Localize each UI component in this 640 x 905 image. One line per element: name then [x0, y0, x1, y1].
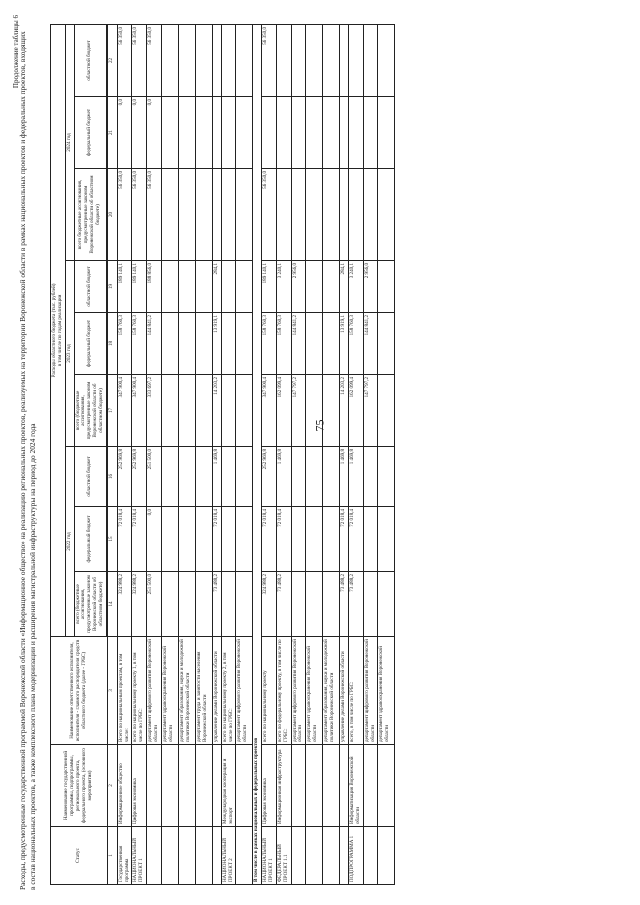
cell-value	[178, 313, 195, 375]
header-2022-fed: федеральный бюджет	[74, 507, 106, 572]
cell-executor: департамент цифрового развития Воронежской области	[363, 637, 378, 745]
cell-value	[363, 169, 378, 261]
cell-value	[291, 24, 306, 96]
cell-name: Цифровая экономика	[262, 745, 277, 827]
cell-value	[195, 313, 212, 375]
cell-status	[178, 827, 195, 885]
cell-value: 347 900,4	[132, 375, 147, 447]
cell-executor: департамент труда и занятости населения Воронежской области	[195, 637, 212, 745]
cell-value	[195, 572, 212, 637]
cell-value: 284,1	[340, 261, 349, 313]
cell-executor: всего по национальному проекту 1, в том числе по ГРБС:	[132, 637, 147, 745]
cell-value	[161, 169, 178, 261]
cell-value	[161, 97, 178, 169]
cell-value: 56 350,0	[132, 24, 147, 96]
cell-value: 144 841,2	[291, 313, 306, 375]
cell-executor: Всего по национальным проектам, в том числе:	[117, 637, 132, 745]
cell-value	[178, 375, 195, 447]
cell-status	[363, 827, 378, 885]
table-row	[306, 24, 323, 884]
cell-name	[323, 745, 340, 827]
cell-value	[221, 375, 236, 447]
cell-value: 252 969,8	[262, 447, 277, 507]
cell-value: 324 988,2	[117, 572, 132, 637]
cell-value	[378, 507, 395, 572]
cell-value	[262, 97, 277, 169]
cell-value: 324 988,2	[132, 572, 147, 637]
column-number-row	[107, 24, 117, 884]
cell-value	[340, 24, 349, 96]
cell-value	[195, 507, 212, 572]
cell-value	[378, 447, 395, 507]
cell-value: 188 856,0	[147, 261, 162, 313]
cell-value	[276, 24, 291, 96]
cell-value: 162 099,4	[349, 375, 364, 447]
cell-value	[161, 261, 178, 313]
cell-value	[236, 261, 253, 313]
cell-name: Цифровая экономика	[132, 745, 147, 827]
cell-value	[161, 572, 178, 637]
cell-value	[236, 447, 253, 507]
cell-executor: департамент цифрового развития Воронежской области	[147, 637, 162, 745]
table-row	[221, 24, 236, 884]
cell-value: 1 469,8	[276, 447, 291, 507]
table-row	[291, 24, 306, 884]
cell-value	[195, 375, 212, 447]
cell-status: Государственная программа	[117, 827, 132, 885]
cell-value	[291, 507, 306, 572]
cell-value	[221, 169, 236, 261]
cell-value: 158 760,3	[132, 313, 147, 375]
cell-value	[306, 375, 323, 447]
cell-value: 251 500,0	[147, 572, 162, 637]
cell-status	[161, 827, 178, 885]
cell-executor: управление делами Воронежской области	[212, 637, 221, 745]
cell-value: 252 969,8	[117, 447, 132, 507]
table-row	[195, 24, 212, 884]
cell-value	[291, 447, 306, 507]
cell-value: 189 140,1	[117, 261, 132, 313]
cell-value: 158 760,3	[349, 313, 364, 375]
cell-value	[236, 169, 253, 261]
header-year-2024: 2024 год	[65, 24, 74, 260]
cell-value: 72 018,4	[276, 507, 291, 572]
cell-value	[306, 447, 323, 507]
cell-executor: всего по национальному проекту	[262, 637, 277, 745]
cell-value	[378, 261, 395, 313]
cell-executor: всего, в том числе по ГРБС:	[349, 637, 364, 745]
cell-value	[161, 507, 178, 572]
cell-status: ПОДПРОГРАММА 1	[349, 827, 364, 885]
page-number: 75	[312, 419, 327, 432]
cell-value	[378, 169, 395, 261]
cell-value	[363, 97, 378, 169]
cell-value	[323, 261, 340, 313]
cell-value: 189 140,1	[262, 261, 277, 313]
cell-value: 72 018,4	[117, 507, 132, 572]
cell-name: Информатизация Воронежской области	[349, 745, 364, 827]
cell-value	[323, 507, 340, 572]
table-row	[262, 24, 277, 884]
cell-value	[276, 169, 291, 261]
header-2023-fed: федеральный бюджет	[74, 313, 106, 375]
table-row	[276, 24, 291, 884]
cell-value: 73 488,2	[340, 572, 349, 637]
cell-name	[306, 745, 323, 827]
cell-executor: департамент здравоохранения Воронежской области	[378, 637, 395, 745]
column-number: 2	[107, 745, 117, 827]
cell-value: 13 919,1	[340, 313, 349, 375]
cell-value	[349, 97, 364, 169]
cell-status: ФЕДЕРАЛЬНЫЙ ПРОЕКТ 1.1	[276, 827, 291, 885]
table-body	[107, 24, 395, 884]
cell-value	[236, 572, 253, 637]
cell-value: 2 956,0	[363, 261, 378, 313]
cell-value	[363, 507, 378, 572]
header-expenses	[51, 24, 66, 636]
cell-status: НАЦИОНАЛЬНЫЙ ПРОЕКТ 1	[132, 827, 147, 885]
cell-value	[212, 97, 221, 169]
table-row	[178, 24, 195, 884]
header-year-2023: 2023 год	[65, 261, 74, 447]
cell-status	[236, 827, 253, 885]
cell-value	[178, 169, 195, 261]
column-number: 17	[107, 375, 117, 447]
cell-name	[161, 745, 178, 827]
cell-value: 158 760,3	[276, 313, 291, 375]
column-number: 3	[107, 637, 117, 745]
cell-value: 56 350,0	[132, 169, 147, 261]
cell-value: 73 488,2	[276, 572, 291, 637]
column-number: 22	[107, 24, 117, 96]
cell-name	[178, 745, 195, 827]
document-title: Расходы, предусмотренные государственной программой Воронежской области «Информационное общество» на реализацию региональных проектов, реализуемых на территории Воронежской области в рамках национальных проектов и федеральных проектов, входящих в состав национальных проектов, а также комплексного плана модернизации и расширения магистральной инфраструктуры на период до 2024 года	[18, 31, 37, 890]
cell-value: 3 240,1	[276, 261, 291, 313]
cell-value	[291, 169, 306, 261]
cell-status	[323, 827, 340, 885]
cell-value: 147 797,2	[363, 375, 378, 447]
continuation-label: Продолжение таблицы 6	[12, 15, 20, 89]
cell-value	[221, 313, 236, 375]
cell-value: 324 988,2	[262, 572, 277, 637]
cell-value	[178, 261, 195, 313]
cell-value	[178, 447, 195, 507]
column-number: 14	[107, 572, 117, 637]
cell-value: 72 018,4	[132, 507, 147, 572]
cell-value: 1 469,8	[212, 447, 221, 507]
cell-status	[212, 827, 221, 885]
header-2024-fed: федеральный бюджет	[74, 97, 106, 169]
cell-value	[378, 24, 395, 96]
table-row	[212, 24, 221, 884]
cell-value	[221, 24, 236, 96]
cell-value	[195, 261, 212, 313]
cell-value	[363, 447, 378, 507]
cell-name	[147, 745, 162, 827]
table-row	[378, 24, 395, 884]
cell-executor: департамент здравоохранения Воронежской области	[161, 637, 178, 745]
cell-name	[195, 745, 212, 827]
budget-table	[50, 24, 395, 885]
cell-value	[378, 97, 395, 169]
cell-value	[323, 375, 340, 447]
cell-value: 72 018,4	[340, 507, 349, 572]
column-number: 16	[107, 447, 117, 507]
cell-value	[161, 313, 178, 375]
cell-value	[323, 169, 340, 261]
cell-value: 251 500,0	[147, 447, 162, 507]
cell-value	[221, 507, 236, 572]
cell-value	[236, 24, 253, 96]
cell-value	[349, 24, 364, 96]
cell-value	[178, 24, 195, 96]
cell-value	[161, 24, 178, 96]
cell-value: 347 900,4	[117, 375, 132, 447]
cell-value	[291, 572, 306, 637]
cell-value	[340, 169, 349, 261]
cell-status: НАЦИОНАЛЬНЫЙ ПРОЕКТ 2	[221, 827, 236, 885]
cell-value: 333 697,2	[147, 375, 162, 447]
cell-value	[306, 97, 323, 169]
table-row	[147, 24, 162, 884]
cell-status	[378, 827, 395, 885]
header-incl-label: в том числе по годам реализации	[56, 294, 63, 367]
cell-executor: департамент здравоохранения Воронежской области	[306, 637, 323, 745]
cell-value	[195, 169, 212, 261]
header-2024-reg: областной бюджет	[74, 24, 106, 96]
header-year-2022: 2022 год	[65, 447, 74, 637]
cell-value: 144 841,2	[147, 313, 162, 375]
cell-value	[349, 169, 364, 261]
cell-value: 284,1	[212, 261, 221, 313]
cell-value: 73 488,2	[212, 572, 221, 637]
cell-value	[178, 507, 195, 572]
cell-value	[323, 24, 340, 96]
cell-value	[212, 24, 221, 96]
cell-value: 158 760,3	[262, 313, 277, 375]
cell-value	[236, 313, 253, 375]
cell-name	[236, 745, 253, 827]
cell-value	[323, 97, 340, 169]
cell-value	[195, 447, 212, 507]
cell-value	[291, 97, 306, 169]
cell-status	[147, 827, 162, 885]
header-2023-reg: областной бюджет	[74, 261, 106, 313]
cell-value: 158 760,3	[117, 313, 132, 375]
cell-value: 147 797,2	[291, 375, 306, 447]
cell-value: 72 018,4	[262, 507, 277, 572]
column-number: 1	[107, 827, 117, 885]
table-row	[363, 24, 378, 884]
cell-value: 189 140,1	[132, 261, 147, 313]
cell-executor: управление делами Воронежской области	[340, 637, 349, 745]
header-2022-reg: областной бюджет	[74, 447, 106, 507]
column-number: 18	[107, 313, 117, 375]
column-number: 19	[107, 261, 117, 313]
cell-value	[178, 97, 195, 169]
cell-value	[363, 24, 378, 96]
header-expenses-label: Расходы областного бюджета (тыс. рублей)	[51, 283, 57, 378]
cell-value: 144 841,2	[363, 313, 378, 375]
header-status: Статус	[51, 827, 108, 885]
cell-value	[306, 169, 323, 261]
cell-value: 14 203,2	[212, 375, 221, 447]
table-row	[349, 24, 364, 884]
cell-executor: департамент цифрового развития Воронежской области	[236, 637, 253, 745]
column-number: 20	[107, 169, 117, 261]
cell-value	[363, 572, 378, 637]
cell-value: 0,0	[132, 97, 147, 169]
cell-value: 72 018,4	[212, 507, 221, 572]
cell-value	[323, 447, 340, 507]
cell-value: 2 956,0	[291, 261, 306, 313]
cell-value: 1 469,8	[340, 447, 349, 507]
cell-value	[340, 97, 349, 169]
cell-executor: департамент образования, науки и молодежной политики Воронежской области	[323, 637, 340, 745]
cell-name: Информационное общество	[117, 745, 132, 827]
header-row-1	[51, 24, 66, 884]
section-label: В том числе в рамках национальных и федеральных проектов	[253, 24, 262, 884]
cell-name: Информационная инфраструктура	[276, 745, 291, 827]
cell-name	[340, 745, 349, 827]
cell-value	[323, 572, 340, 637]
cell-name	[378, 745, 395, 827]
cell-name: Международная кооперация и экспорт	[221, 745, 236, 827]
cell-value: 14 203,2	[340, 375, 349, 447]
cell-name	[291, 745, 306, 827]
table-row	[132, 24, 147, 884]
cell-value: 56 350,0	[262, 24, 277, 96]
cell-value	[378, 375, 395, 447]
cell-value	[221, 572, 236, 637]
cell-executor: всего по национальному проекту 2, в том числе по ГРБС:	[221, 637, 236, 745]
cell-value: 73 488,2	[349, 572, 364, 637]
table-row	[236, 24, 253, 884]
cell-value	[323, 313, 340, 375]
cell-value	[161, 447, 178, 507]
cell-status	[306, 827, 323, 885]
cell-value	[221, 261, 236, 313]
cell-value	[195, 97, 212, 169]
cell-value	[306, 261, 323, 313]
cell-value	[306, 313, 323, 375]
header-name: Наименование государственной программы, подпрограммы, регионального проекта, федерального проекта, (основного мероприятия)	[51, 745, 108, 827]
cell-status: НАЦИОНАЛЬНЫЙ ПРОЕКТ 1	[262, 827, 277, 885]
table-row	[117, 24, 132, 884]
cell-executor: департамент образования, науки и молодежной политики Воронежской области	[178, 637, 195, 745]
cell-value: 13 919,1	[212, 313, 221, 375]
cell-value	[161, 375, 178, 447]
cell-value: 56 350,0	[117, 24, 132, 96]
cell-value	[178, 572, 195, 637]
cell-status	[291, 827, 306, 885]
cell-value	[378, 572, 395, 637]
header-2023-total: всего (бюджетные ассигнования, предусмотренные законом Воронежской области об областном бюджете)	[74, 375, 106, 447]
cell-value	[221, 447, 236, 507]
cell-value	[221, 97, 236, 169]
cell-value	[212, 169, 221, 261]
table-row	[161, 24, 178, 884]
cell-value: 56 350,0	[147, 24, 162, 96]
cell-value: 0,0	[147, 507, 162, 572]
header-2024-total: всего бюджетные ассигнования, предусмотренные законом Воронежской области об областном бюджете)	[74, 169, 106, 261]
cell-status	[340, 827, 349, 885]
cell-value	[236, 97, 253, 169]
cell-value: 56 350,0	[117, 169, 132, 261]
table-row	[323, 24, 340, 884]
cell-value: 0,0	[117, 97, 132, 169]
cell-value	[276, 97, 291, 169]
cell-name	[212, 745, 221, 827]
cell-value: 162 099,4	[276, 375, 291, 447]
table-row	[340, 24, 349, 884]
cell-value: 56 350,0	[147, 169, 162, 261]
cell-value: 252 969,8	[132, 447, 147, 507]
cell-value	[306, 507, 323, 572]
header-2022-total: всего (бюджетные ассигнования, предусмотренные законом Воронежской области об областном бюджете)	[74, 572, 106, 637]
cell-value	[378, 313, 395, 375]
column-number: 15	[107, 507, 117, 572]
cell-value	[306, 24, 323, 96]
cell-name	[363, 745, 378, 827]
cell-executor: департамент цифрового развития Воронежской области	[291, 637, 306, 745]
header-executor: Наименование ответственного исполнителя, исполнителя - главного распорядителя средств областного бюджета (далее - ГРБС)	[51, 637, 108, 745]
cell-value: 1 469,8	[349, 447, 364, 507]
cell-value	[195, 24, 212, 96]
cell-value: 56 350,0	[262, 169, 277, 261]
cell-value	[306, 572, 323, 637]
cell-status	[195, 827, 212, 885]
cell-executor: всего по федеральному проекту, в том числе по ГРБС:	[276, 637, 291, 745]
cell-value	[236, 507, 253, 572]
column-number: 21	[107, 97, 117, 169]
cell-value: 0,0	[147, 97, 162, 169]
cell-value: 347 900,4	[262, 375, 277, 447]
section-row	[253, 24, 262, 884]
cell-value: 72 018,4	[349, 507, 364, 572]
cell-value: 3 240,1	[349, 261, 364, 313]
cell-value	[236, 375, 253, 447]
